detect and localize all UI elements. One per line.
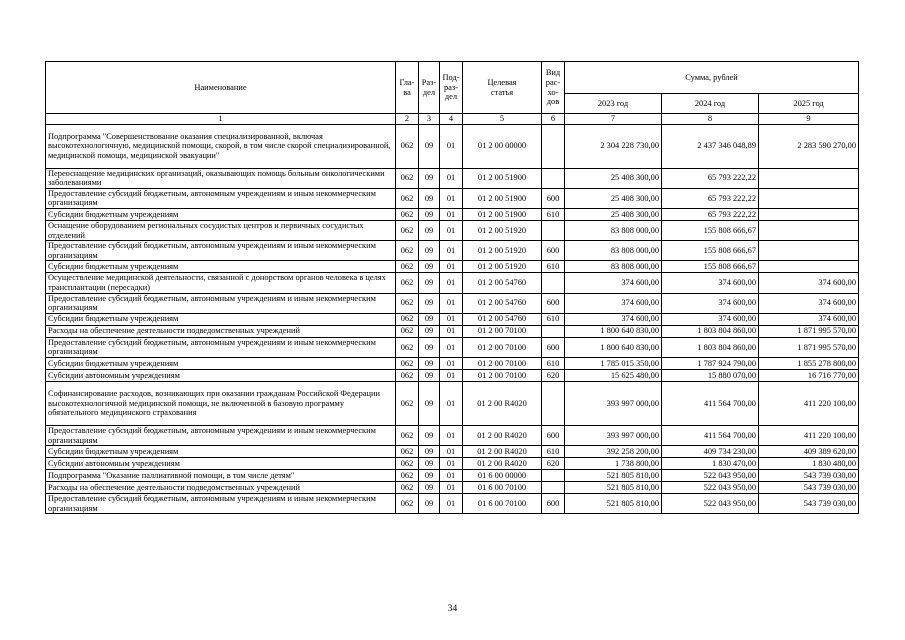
row-subsection: 01	[440, 261, 463, 273]
row-expense-type	[542, 220, 565, 240]
table-row	[46, 369, 859, 381]
row-amount-2024: 155 808 666,67	[662, 261, 759, 273]
row-chapter: 062	[396, 124, 419, 168]
row-amount-2024: 374 600,00	[662, 293, 759, 313]
row-name: Предоставление субсидий бюджетным, автономным учреждениям и иным некоммерческим организациям	[46, 494, 396, 514]
row-target-article: 01 2 00 70100	[463, 337, 542, 357]
row-name: Предоставление субсидий бюджетным, автономным учреждениям и иным некоммерческим организациям	[46, 188, 396, 208]
row-subsection: 01	[440, 425, 463, 445]
table-row	[46, 425, 859, 445]
row-section: 09	[419, 293, 440, 313]
table-row	[46, 494, 859, 514]
row-amount-2023: 83 808 000,00	[565, 261, 662, 273]
row-amount-2024: 1 803 804 860,00	[662, 337, 759, 357]
row-amount-2025	[759, 220, 859, 240]
row-chapter: 062	[396, 208, 419, 220]
row-expense-type: 620	[542, 458, 565, 470]
row-amount-2025	[759, 188, 859, 208]
header-target-article: Целевая статья	[463, 62, 542, 114]
row-chapter: 062	[396, 261, 419, 273]
column-number: 5	[463, 114, 542, 125]
page-number: 34	[447, 604, 458, 614]
row-chapter: 062	[396, 168, 419, 188]
row-name: Оснащение оборудованием региональных сосудистых центров и первичных сосудистых отделений	[46, 220, 396, 240]
row-section: 09	[419, 494, 440, 514]
column-number-row	[46, 114, 859, 125]
row-section: 09	[419, 381, 440, 425]
row-target-article: 01 2 00 54760	[463, 273, 542, 293]
row-amount-2023: 15 625 480,00	[565, 369, 662, 381]
row-amount-2025: 411 220 100,00	[759, 425, 859, 445]
row-target-article: 01 2 00 51900	[463, 208, 542, 220]
row-amount-2025: 1 871 995 570,00	[759, 325, 859, 337]
row-amount-2025: 543 739 030,00	[759, 470, 859, 482]
row-amount-2025: 374 600,00	[759, 313, 859, 325]
row-section: 09	[419, 168, 440, 188]
row-expense-type: 620	[542, 369, 565, 381]
row-amount-2025: 374 600,00	[759, 273, 859, 293]
row-chapter: 062	[396, 273, 419, 293]
row-amount-2025: 374 600,00	[759, 293, 859, 313]
row-section: 09	[419, 273, 440, 293]
table-row	[46, 446, 859, 458]
row-subsection: 01	[440, 168, 463, 188]
row-amount-2023: 393 997 000,00	[565, 381, 662, 425]
row-section: 09	[419, 446, 440, 458]
row-amount-2024: 522 043 950,00	[662, 494, 759, 514]
row-amount-2024: 65 793 222,22	[662, 188, 759, 208]
row-amount-2023: 1 800 640 830,00	[565, 325, 662, 337]
row-amount-2023: 374 600,00	[565, 273, 662, 293]
column-number: 9	[759, 114, 859, 125]
row-chapter: 062	[396, 446, 419, 458]
table-row	[46, 273, 859, 293]
table-row	[46, 381, 859, 425]
row-amount-2024: 411 564 700,00	[662, 425, 759, 445]
row-subsection: 01	[440, 273, 463, 293]
row-amount-2023: 83 808 000,00	[565, 241, 662, 261]
row-section: 09	[419, 357, 440, 369]
row-subsection: 01	[440, 494, 463, 514]
row-name: Подпрограмма "Оказание паллиативной помощи, в том числе детям"	[46, 470, 396, 482]
row-target-article: 01 2 00 51920	[463, 261, 542, 273]
row-amount-2024: 374 600,00	[662, 313, 759, 325]
table-row	[46, 482, 859, 494]
row-amount-2025: 543 739 030,00	[759, 494, 859, 514]
row-amount-2023: 25 408 300,00	[565, 168, 662, 188]
column-number: 6	[542, 114, 565, 125]
table-row	[46, 188, 859, 208]
row-name: Субсидии автономным учреждениям	[46, 369, 396, 381]
row-name: Предоставление субсидий бюджетным, автономным учреждениям и иным некоммерческим организациям	[46, 241, 396, 261]
row-chapter: 062	[396, 458, 419, 470]
row-section: 09	[419, 325, 440, 337]
row-target-article: 01 2 00 51920	[463, 220, 542, 240]
row-expense-type	[542, 273, 565, 293]
row-amount-2024: 411 564 700,00	[662, 381, 759, 425]
row-chapter: 062	[396, 425, 419, 445]
row-amount-2024: 1 803 804 860,00	[662, 325, 759, 337]
row-chapter: 062	[396, 482, 419, 494]
header-chapter: Гла- ва	[396, 62, 419, 114]
row-amount-2025: 411 220 100,00	[759, 381, 859, 425]
row-expense-type: 600	[542, 241, 565, 261]
row-amount-2025: 1 871 995 570,00	[759, 337, 859, 357]
row-target-article: 01 2 00 51900	[463, 168, 542, 188]
row-expense-type	[542, 470, 565, 482]
row-target-article: 01 6 00 00000	[463, 470, 542, 482]
row-expense-type	[542, 168, 565, 188]
row-amount-2023: 25 408 300,00	[565, 188, 662, 208]
row-name: Расходы на обеспечение деятельности подведомственных учреждений	[46, 325, 396, 337]
row-amount-2023: 1 785 015 350,00	[565, 357, 662, 369]
table-row	[46, 337, 859, 357]
row-target-article: 01 2 00 70100	[463, 325, 542, 337]
row-expense-type	[542, 325, 565, 337]
row-target-article: 01 2 00 R4020	[463, 446, 542, 458]
row-amount-2024: 374 600,00	[662, 273, 759, 293]
row-section: 09	[419, 261, 440, 273]
row-target-article: 01 2 00 70100	[463, 369, 542, 381]
row-expense-type: 600	[542, 494, 565, 514]
row-subsection: 01	[440, 220, 463, 240]
row-chapter: 062	[396, 313, 419, 325]
row-name: Субсидии бюджетным учреждениям	[46, 261, 396, 273]
row-subsection: 01	[440, 293, 463, 313]
row-expense-type: 610	[542, 313, 565, 325]
row-name: Субсидии бюджетным учреждениям	[46, 357, 396, 369]
row-amount-2025: 543 739 030,00	[759, 482, 859, 494]
row-amount-2025	[759, 168, 859, 188]
header-year-2024: 2024 год	[662, 94, 759, 114]
row-amount-2024: 155 808 666,67	[662, 241, 759, 261]
row-chapter: 062	[396, 357, 419, 369]
row-subsection: 01	[440, 208, 463, 220]
row-expense-type: 600	[542, 293, 565, 313]
row-chapter: 062	[396, 220, 419, 240]
row-expense-type: 600	[542, 188, 565, 208]
row-amount-2023: 521 805 810,00	[565, 482, 662, 494]
table-row	[46, 124, 859, 168]
row-amount-2024: 522 043 950,00	[662, 470, 759, 482]
row-subsection: 01	[440, 313, 463, 325]
row-amount-2025: 1 855 278 800,00	[759, 357, 859, 369]
row-section: 09	[419, 458, 440, 470]
row-amount-2024: 1 830 470,00	[662, 458, 759, 470]
row-amount-2025: 2 283 590 270,00	[759, 124, 859, 168]
row-expense-type	[542, 381, 565, 425]
table-row	[46, 168, 859, 188]
row-amount-2023: 393 997 000,00	[565, 425, 662, 445]
row-amount-2024: 1 787 924 790,00	[662, 357, 759, 369]
column-number: 2	[396, 114, 419, 125]
row-section: 09	[419, 124, 440, 168]
row-subsection: 01	[440, 381, 463, 425]
row-name: Субсидии бюджетным учреждениям	[46, 446, 396, 458]
table-row	[46, 313, 859, 325]
row-section: 09	[419, 313, 440, 325]
column-number: 1	[46, 114, 396, 125]
row-chapter: 062	[396, 494, 419, 514]
row-amount-2025	[759, 241, 859, 261]
row-target-article: 01 2 00 R4020	[463, 458, 542, 470]
row-section: 09	[419, 369, 440, 381]
row-target-article: 01 2 00 54760	[463, 313, 542, 325]
row-target-article: 01 6 00 70100	[463, 482, 542, 494]
row-amount-2024: 409 734 230,00	[662, 446, 759, 458]
row-target-article: 01 2 00 00000	[463, 124, 542, 168]
row-amount-2024: 155 808 666,67	[662, 220, 759, 240]
row-amount-2024: 2 437 346 048,89	[662, 124, 759, 168]
row-target-article: 01 2 00 R4020	[463, 425, 542, 445]
row-section: 09	[419, 425, 440, 445]
row-expense-type: 610	[542, 446, 565, 458]
header-section: Раз- дел	[419, 62, 440, 114]
row-subsection: 01	[440, 470, 463, 482]
table-row	[46, 241, 859, 261]
table-row	[46, 325, 859, 337]
row-subsection: 01	[440, 241, 463, 261]
row-section: 09	[419, 208, 440, 220]
header-year-2025: 2025 год	[759, 94, 859, 114]
row-expense-type: 610	[542, 261, 565, 273]
row-amount-2024: 65 793 222,22	[662, 208, 759, 220]
column-number: 3	[419, 114, 440, 125]
table-row	[46, 458, 859, 470]
row-name: Расходы на обеспечение деятельности подведомственных учреждений	[46, 482, 396, 494]
row-amount-2023: 1 738 800,00	[565, 458, 662, 470]
row-amount-2023: 83 808 000,00	[565, 220, 662, 240]
row-subsection: 01	[440, 337, 463, 357]
row-section: 09	[419, 470, 440, 482]
header-name: Наименование	[46, 62, 396, 114]
row-expense-type: 610	[542, 208, 565, 220]
row-amount-2024: 65 793 222,22	[662, 168, 759, 188]
row-chapter: 062	[396, 241, 419, 261]
row-name: Предоставление субсидий бюджетным, автономным учреждениям и иным некоммерческим организациям	[46, 293, 396, 313]
row-expense-type: 610	[542, 357, 565, 369]
row-chapter: 062	[396, 293, 419, 313]
row-amount-2025: 16 716 770,00	[759, 369, 859, 381]
table-row	[46, 261, 859, 273]
row-name: Предоставление субсидий бюджетным, автономным учреждениям и иным некоммерческим организациям	[46, 337, 396, 357]
row-expense-type: 600	[542, 425, 565, 445]
table-row	[46, 293, 859, 313]
row-section: 09	[419, 220, 440, 240]
row-subsection: 01	[440, 124, 463, 168]
row-subsection: 01	[440, 357, 463, 369]
row-expense-type: 600	[542, 337, 565, 357]
row-target-article: 01 2 00 51900	[463, 188, 542, 208]
row-subsection: 01	[440, 369, 463, 381]
row-target-article: 01 6 00 70100	[463, 494, 542, 514]
column-number: 4	[440, 114, 463, 125]
row-name: Субсидии автономным учреждениям	[46, 458, 396, 470]
table-row	[46, 470, 859, 482]
row-name: Софинансирование расходов, возникающих при оказании гражданам Российской Федерации высокотехнологичной медицинской помощи, не включенной в базовую программу обязательного медицинского страхования	[46, 381, 396, 425]
row-name: Предоставление субсидий бюджетным, автономным учреждениям и иным некоммерческим организациям	[46, 425, 396, 445]
header-year-2023: 2023 год	[565, 94, 662, 114]
row-subsection: 01	[440, 482, 463, 494]
row-subsection: 01	[440, 188, 463, 208]
row-section: 09	[419, 337, 440, 357]
column-number: 8	[662, 114, 759, 125]
row-target-article: 01 2 00 51920	[463, 241, 542, 261]
row-amount-2023: 374 600,00	[565, 293, 662, 313]
row-name: Переоснащение медицинских организаций, оказывающих помощь больным онкологическими заболеваниями	[46, 168, 396, 188]
row-chapter: 062	[396, 188, 419, 208]
row-target-article: 01 2 00 70100	[463, 357, 542, 369]
table-row	[46, 220, 859, 240]
row-chapter: 062	[396, 337, 419, 357]
row-target-article: 01 2 00 54760	[463, 293, 542, 313]
row-expense-type	[542, 482, 565, 494]
row-expense-type	[542, 124, 565, 168]
row-amount-2023: 374 600,00	[565, 313, 662, 325]
row-amount-2024: 15 880 070,00	[662, 369, 759, 381]
row-amount-2023: 2 304 228 730,00	[565, 124, 662, 168]
column-number: 7	[565, 114, 662, 125]
budget-table	[45, 61, 859, 514]
row-section: 09	[419, 188, 440, 208]
row-amount-2025	[759, 208, 859, 220]
row-subsection: 01	[440, 325, 463, 337]
row-name: Субсидии бюджетным учреждениям	[46, 313, 396, 325]
row-subsection: 01	[440, 458, 463, 470]
header-expense-type: Вид рас- хо- дов	[542, 62, 565, 114]
row-chapter: 062	[396, 325, 419, 337]
row-amount-2024: 522 043 950,00	[662, 482, 759, 494]
row-chapter: 062	[396, 470, 419, 482]
row-amount-2025	[759, 261, 859, 273]
row-amount-2023: 521 805 810,00	[565, 494, 662, 514]
row-name: Субсидии бюджетным учреждениям	[46, 208, 396, 220]
header-subsection: Под- раз- дел	[440, 62, 463, 114]
header-amount: Сумма, рублей	[565, 62, 859, 94]
row-subsection: 01	[440, 446, 463, 458]
row-chapter: 062	[396, 369, 419, 381]
row-section: 09	[419, 241, 440, 261]
row-target-article: 01 2 00 R4020	[463, 381, 542, 425]
row-amount-2025: 1 830 480,00	[759, 458, 859, 470]
row-name: Подпрограмма "Совершенствование оказания специализированной, включая высокотехнологичную, медицинской помощи, скорой, в том числе скорой специализированной, медицинской помощи, медицинской эвакуации"	[46, 124, 396, 168]
row-amount-2023: 1 800 640 830,00	[565, 337, 662, 357]
row-amount-2025: 409 389 620,00	[759, 446, 859, 458]
table-row	[46, 208, 859, 220]
row-name: Осуществление медицинской деятельности, связанной с донорством органов человека в целях трансплантации (пересадки)	[46, 273, 396, 293]
row-amount-2023: 392 258 200,00	[565, 446, 662, 458]
table-row	[46, 357, 859, 369]
row-section: 09	[419, 482, 440, 494]
row-chapter: 062	[396, 381, 419, 425]
row-amount-2023: 521 805 810,00	[565, 470, 662, 482]
row-amount-2023: 25 408 300,00	[565, 208, 662, 220]
